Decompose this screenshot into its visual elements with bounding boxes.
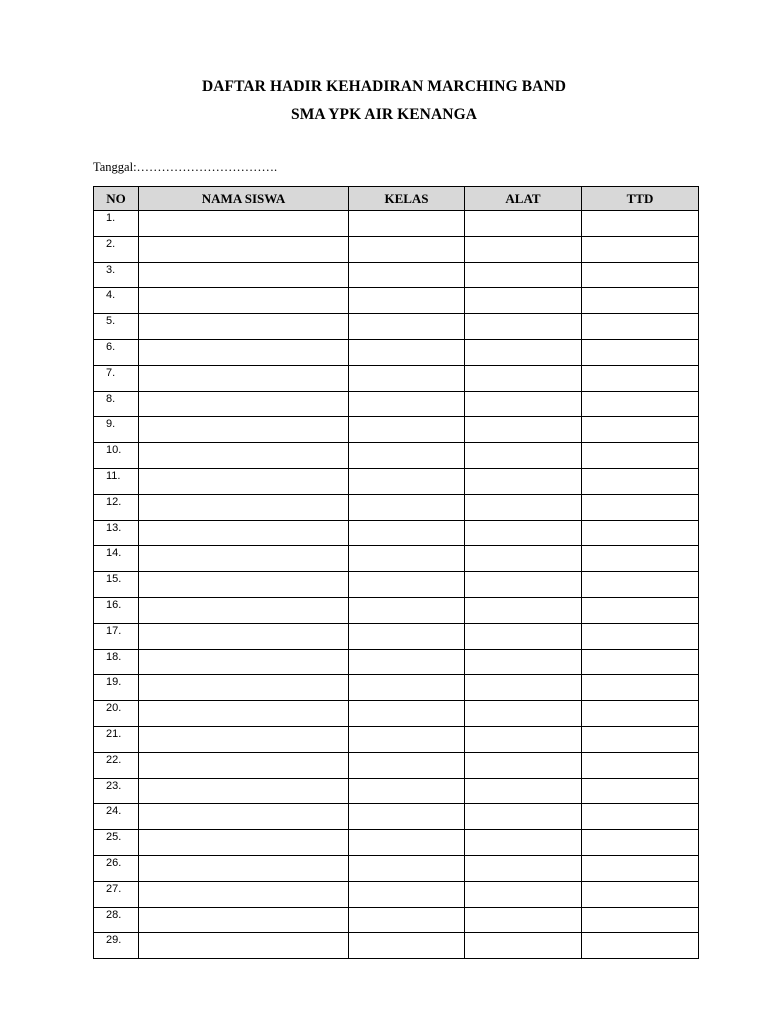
nama-siswa-cell	[139, 649, 349, 675]
nama-siswa-cell	[139, 417, 349, 443]
row-number: 8.	[94, 391, 139, 417]
kelas-cell	[349, 468, 465, 494]
kelas-cell	[349, 623, 465, 649]
kelas-cell	[349, 546, 465, 572]
nama-siswa-cell	[139, 830, 349, 856]
column-header-kelas: KELAS	[349, 187, 465, 211]
table-row	[94, 572, 699, 598]
table-row	[94, 933, 699, 959]
alat-cell	[465, 881, 582, 907]
row-number: 20.	[94, 701, 139, 727]
alat-cell	[465, 468, 582, 494]
table-row	[94, 752, 699, 778]
kelas-cell	[349, 726, 465, 752]
ttd-cell	[582, 520, 699, 546]
kelas-cell	[349, 339, 465, 365]
table-row	[94, 417, 699, 443]
ttd-cell	[582, 236, 699, 262]
ttd-cell	[582, 830, 699, 856]
nama-siswa-cell	[139, 675, 349, 701]
nama-siswa-cell	[139, 288, 349, 314]
table-row	[94, 675, 699, 701]
nama-siswa-cell	[139, 391, 349, 417]
ttd-cell	[582, 804, 699, 830]
row-number: 25.	[94, 830, 139, 856]
alat-cell	[465, 752, 582, 778]
kelas-cell	[349, 211, 465, 237]
ttd-cell	[582, 597, 699, 623]
nama-siswa-cell	[139, 211, 349, 237]
kelas-cell	[349, 365, 465, 391]
kelas-cell	[349, 494, 465, 520]
ttd-cell	[582, 211, 699, 237]
kelas-cell	[349, 907, 465, 933]
table-row	[94, 881, 699, 907]
row-number: 22.	[94, 752, 139, 778]
row-number: 4.	[94, 288, 139, 314]
table-row	[94, 623, 699, 649]
row-number: 16.	[94, 597, 139, 623]
alat-cell	[465, 494, 582, 520]
alat-cell	[465, 675, 582, 701]
alat-cell	[465, 262, 582, 288]
row-number: 26.	[94, 855, 139, 881]
row-number: 1.	[94, 211, 139, 237]
kelas-cell	[349, 701, 465, 727]
kelas-cell	[349, 597, 465, 623]
kelas-cell	[349, 572, 465, 598]
kelas-cell	[349, 417, 465, 443]
row-number: 7.	[94, 365, 139, 391]
row-number: 6.	[94, 339, 139, 365]
row-number: 29.	[94, 933, 139, 959]
ttd-cell	[582, 391, 699, 417]
alat-cell	[465, 211, 582, 237]
alat-cell	[465, 520, 582, 546]
nama-siswa-cell	[139, 443, 349, 469]
table-row	[94, 236, 699, 262]
kelas-cell	[349, 855, 465, 881]
nama-siswa-cell	[139, 468, 349, 494]
kelas-cell	[349, 881, 465, 907]
table-row	[94, 907, 699, 933]
nama-siswa-cell	[139, 597, 349, 623]
ttd-cell	[582, 417, 699, 443]
nama-siswa-cell	[139, 907, 349, 933]
ttd-cell	[582, 262, 699, 288]
nama-siswa-cell	[139, 881, 349, 907]
ttd-cell	[582, 546, 699, 572]
alat-cell	[465, 597, 582, 623]
nama-siswa-cell	[139, 314, 349, 340]
ttd-cell	[582, 778, 699, 804]
kelas-cell	[349, 778, 465, 804]
row-number: 13.	[94, 520, 139, 546]
row-number: 9.	[94, 417, 139, 443]
alat-cell	[465, 701, 582, 727]
ttd-cell	[582, 701, 699, 727]
alat-cell	[465, 417, 582, 443]
alat-cell	[465, 623, 582, 649]
kelas-cell	[349, 443, 465, 469]
kelas-cell	[349, 649, 465, 675]
document-title: DAFTAR HADIR KEHADIRAN MARCHING BAND	[201, 78, 567, 95]
kelas-cell	[349, 391, 465, 417]
column-header-no: NO	[94, 187, 139, 211]
row-number: 17.	[94, 623, 139, 649]
attendance-table	[93, 186, 699, 959]
alat-cell	[465, 443, 582, 469]
alat-cell	[465, 572, 582, 598]
nama-siswa-cell	[139, 701, 349, 727]
nama-siswa-cell	[139, 623, 349, 649]
kelas-cell	[349, 830, 465, 856]
alat-cell	[465, 855, 582, 881]
row-number: 23.	[94, 778, 139, 804]
table-row	[94, 649, 699, 675]
table-row	[94, 546, 699, 572]
row-number: 19.	[94, 675, 139, 701]
nama-siswa-cell	[139, 933, 349, 959]
row-number: 2.	[94, 236, 139, 262]
alat-cell	[465, 778, 582, 804]
row-number: 10.	[94, 443, 139, 469]
nama-siswa-cell	[139, 804, 349, 830]
ttd-cell	[582, 443, 699, 469]
table-row	[94, 391, 699, 417]
ttd-cell	[582, 675, 699, 701]
row-number: 28.	[94, 907, 139, 933]
column-header-nama-siswa: NAMA SISWA	[139, 187, 349, 211]
table-row	[94, 365, 699, 391]
table-row	[94, 830, 699, 856]
alat-cell	[465, 649, 582, 675]
ttd-cell	[582, 881, 699, 907]
table-row	[94, 262, 699, 288]
kelas-cell	[349, 933, 465, 959]
row-number: 12.	[94, 494, 139, 520]
ttd-cell	[582, 339, 699, 365]
table-row	[94, 288, 699, 314]
row-number: 15.	[94, 572, 139, 598]
nama-siswa-cell	[139, 752, 349, 778]
ttd-cell	[582, 649, 699, 675]
table-row	[94, 726, 699, 752]
nama-siswa-cell	[139, 546, 349, 572]
table-row	[94, 494, 699, 520]
alat-cell	[465, 314, 582, 340]
kelas-cell	[349, 520, 465, 546]
row-number: 27.	[94, 881, 139, 907]
date-field: Tanggal:…………………………….	[93, 160, 278, 174]
kelas-cell	[349, 262, 465, 288]
ttd-cell	[582, 855, 699, 881]
alat-cell	[465, 236, 582, 262]
nama-siswa-cell	[139, 339, 349, 365]
alat-cell	[465, 391, 582, 417]
ttd-cell	[582, 933, 699, 959]
nama-siswa-cell	[139, 494, 349, 520]
table-row	[94, 211, 699, 237]
alat-cell	[465, 830, 582, 856]
kelas-cell	[349, 288, 465, 314]
ttd-cell	[582, 907, 699, 933]
kelas-cell	[349, 752, 465, 778]
ttd-cell	[582, 752, 699, 778]
ttd-cell	[582, 572, 699, 598]
ttd-cell	[582, 288, 699, 314]
row-number: 21.	[94, 726, 139, 752]
alat-cell	[465, 365, 582, 391]
table-row	[94, 443, 699, 469]
nama-siswa-cell	[139, 236, 349, 262]
table-row	[94, 339, 699, 365]
ttd-cell	[582, 726, 699, 752]
ttd-cell	[582, 623, 699, 649]
alat-cell	[465, 726, 582, 752]
table-row	[94, 778, 699, 804]
nama-siswa-cell	[139, 855, 349, 881]
table-row	[94, 855, 699, 881]
alat-cell	[465, 546, 582, 572]
document-subtitle: SMA YPK AIR KENANGA	[290, 106, 478, 123]
table-row	[94, 804, 699, 830]
table-row	[94, 520, 699, 546]
nama-siswa-cell	[139, 778, 349, 804]
row-number: 24.	[94, 804, 139, 830]
alat-cell	[465, 933, 582, 959]
row-number: 3.	[94, 262, 139, 288]
ttd-cell	[582, 365, 699, 391]
table-header-row	[94, 187, 699, 211]
kelas-cell	[349, 804, 465, 830]
nama-siswa-cell	[139, 572, 349, 598]
table-row	[94, 701, 699, 727]
alat-cell	[465, 907, 582, 933]
alat-cell	[465, 339, 582, 365]
row-number: 11.	[94, 468, 139, 494]
column-header-ttd: TTD	[582, 187, 699, 211]
table-row	[94, 597, 699, 623]
alat-cell	[465, 804, 582, 830]
kelas-cell	[349, 236, 465, 262]
nama-siswa-cell	[139, 726, 349, 752]
kelas-cell	[349, 314, 465, 340]
table-row	[94, 314, 699, 340]
alat-cell	[465, 288, 582, 314]
row-number: 18.	[94, 649, 139, 675]
table-row	[94, 468, 699, 494]
ttd-cell	[582, 314, 699, 340]
row-number: 14.	[94, 546, 139, 572]
nama-siswa-cell	[139, 520, 349, 546]
ttd-cell	[582, 468, 699, 494]
column-header-alat: ALAT	[465, 187, 582, 211]
row-number: 5.	[94, 314, 139, 340]
kelas-cell	[349, 675, 465, 701]
nama-siswa-cell	[139, 365, 349, 391]
nama-siswa-cell	[139, 262, 349, 288]
ttd-cell	[582, 494, 699, 520]
